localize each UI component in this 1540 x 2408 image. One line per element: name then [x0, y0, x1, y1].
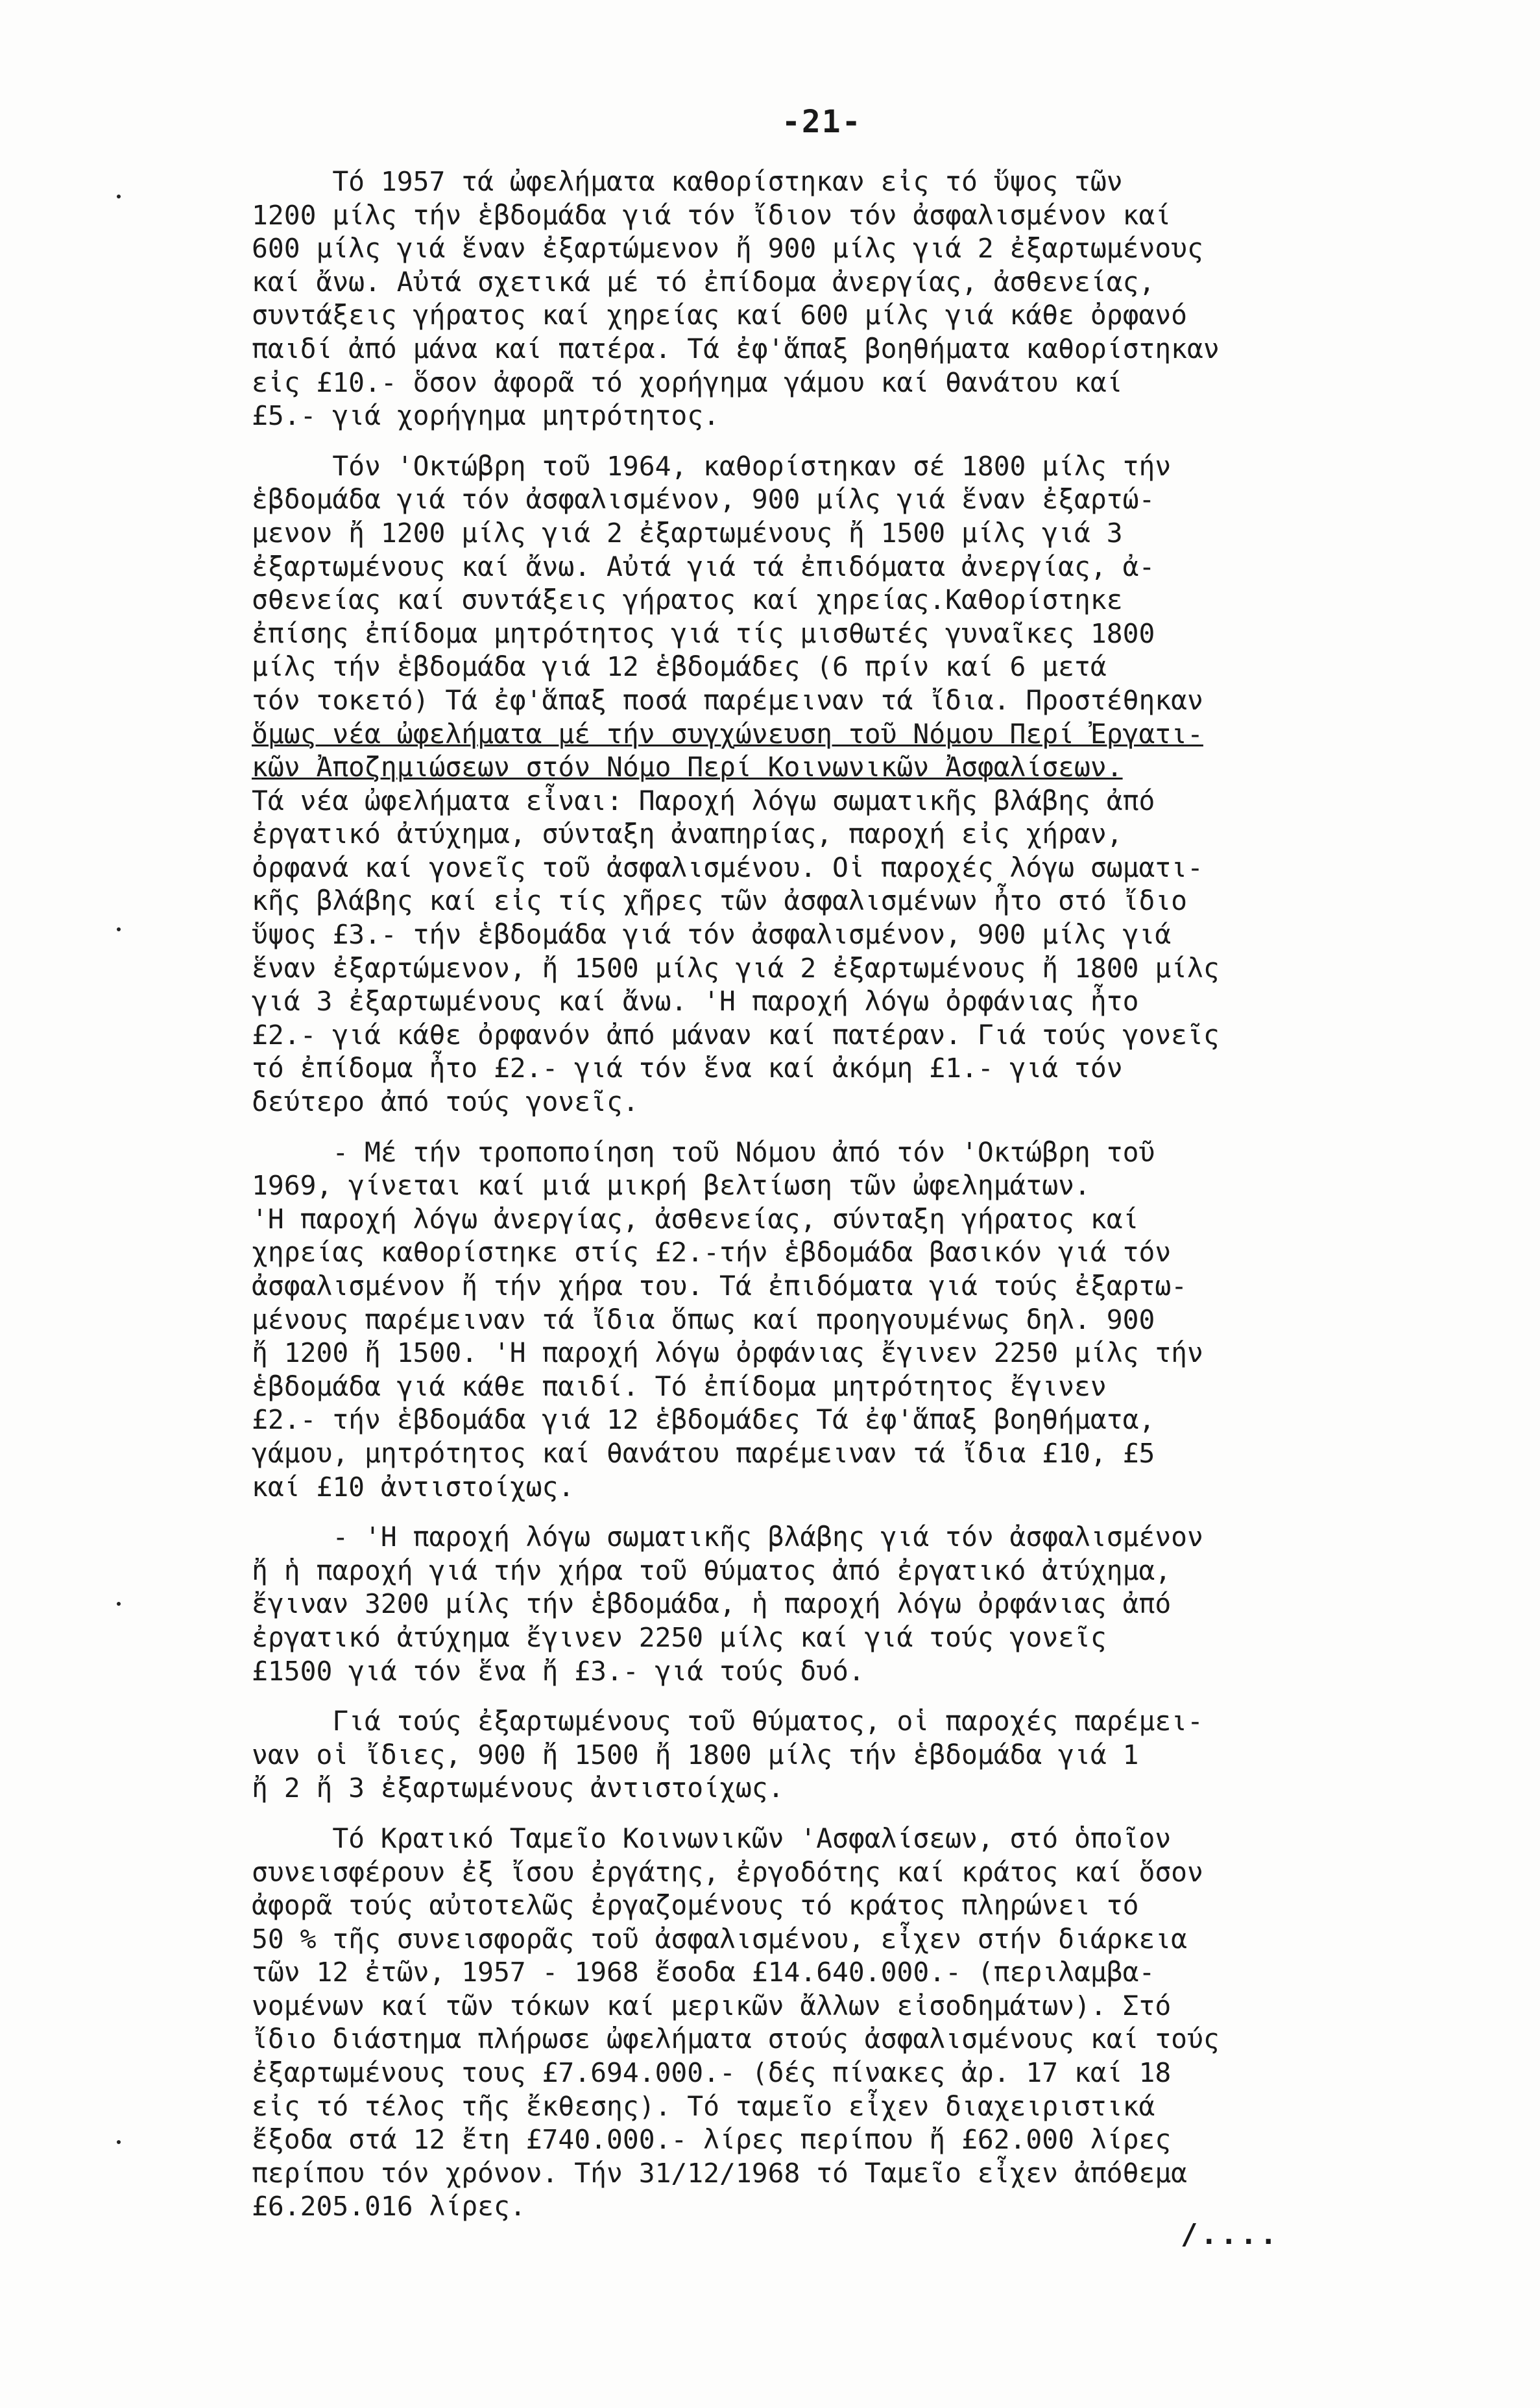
text-line: τόν τοκετό) Τά ἐφ'ἅπαξ ποσά παρέμειναν τά ἴδια. Προστέθηκαν [252, 684, 1203, 716]
text-line: ὀρφανά καί γονεῖς τοῦ ἀσφαλισμένου. Οἱ παροχές λόγω σωματι- [252, 852, 1203, 883]
text-line: £6.205.016 λίρες. [252, 2191, 526, 2223]
page-number: -21- [782, 104, 862, 140]
text-line: ἴδιο διάστημα πλήρωσε ὠφελήματα στούς ἀσφαλισμένους καί τούς [252, 2023, 1220, 2055]
text-line: Τόν 'Οκτώβρη τοῦ 1964, καθορίστηκαν σέ 1800 μίλς τήν [252, 450, 1172, 482]
text-line: ἐπίσης ἐπίδομα μητρότητος γιά τίς μισθωτές γυναῖκες 1800 [252, 617, 1155, 649]
text-line: συντάξεις γήρατος καί χηρείας καί 600 μίλς γιά κάθε ὀρφανό [252, 300, 1188, 331]
text-line: ἀσφαλισμένον ἤ τήν χήρα του. Τά ἐπιδόματα γιά τούς ἐξαρτω- [252, 1270, 1188, 1302]
text-line: ἔξοδα στά 12 ἔτη £740.000.- λίρες περίπου ἤ £62.000 λίρες [252, 2124, 1172, 2156]
text-line: συνεισφέρουν ἐξ ἴσου ἐργάτης, ἐργοδότης καί κράτος καί ὅσον [252, 1856, 1203, 1888]
document-body [252, 165, 1484, 2224]
text-line: καί ἄνω. Αὐτά σχετικά μέ τό ἐπίδομα ἀνεργίας, ἀσθενείας, [252, 266, 1155, 298]
text-line: γιά 3 ἐξαρτωμένους καί ἄνω. 'Η παροχή λόγω ὀρφάνιας ἦτο [252, 986, 1139, 1018]
text-line: 1969, γίνεται καί μιά μικρή βελτίωση τῶν ὠφελημάτων. [252, 1170, 1090, 1202]
text-line-underlined: κῶν Ἀποζημιώσεων στόν Νόμο Περί Κοινωνικῶν Ἀσφαλίσεων. [252, 752, 1123, 783]
margin-mark [117, 1602, 121, 1606]
paragraph-1964-benefits [252, 450, 1484, 1119]
text-line: μένους παρέμειναν τά ἴδια ὅπως καί προηγουμένως δηλ. 900 [252, 1304, 1155, 1335]
text-line: χηρείας καθορίστηκε στίς £2.-τήν ἑβδομάδα βασικόν γιά τόν [252, 1237, 1172, 1269]
text-line: ἐξαρτωμένους τους £7.694.000.- (δές πίνακες ἀρ. 17 καί 18 [252, 2057, 1172, 2089]
margin-mark [117, 2140, 121, 2144]
text-line: σθενείας καί συντάξεις γήρατος καί χηρείας.Καθορίστηκε [252, 584, 1123, 616]
text-line: νομένων καί τῶν τόκων καί μερικῶν ἄλλων εἰσοδημάτων). Στό [252, 1990, 1172, 2021]
text-line: ἑβδομάδα γιά κάθε παιδί. Τό ἐπίδομα μητρότητος ἔγινεν [252, 1370, 1107, 1402]
text-line: ὕψος £3.- τήν ἑβδομάδα γιά τόν ἀσφαλισμένον, 900 μίλς γιά [252, 919, 1172, 951]
text-line: £1500 γιά τόν ἕνα ἤ £3.- γιά τούς δυό. [252, 1655, 865, 1687]
text-line: ἤ ἡ παροχή γιά τήν χήρα τοῦ θύματος ἀπό ἐργατικό ἀτύχημα, [252, 1555, 1172, 1586]
margin-mark [117, 927, 121, 931]
text-line: δεύτερο ἀπό τούς γονεῖς. [252, 1086, 639, 1118]
paragraph-fund-finances [252, 1822, 1484, 2224]
paragraph-injury-benefits [252, 1521, 1484, 1688]
text-line: παιδί ἀπό μάνα καί πατέρα. Τά ἐφ'ἅπαξ βοηθήματα καθορίστηκαν [252, 333, 1220, 364]
margin-mark [117, 195, 121, 198]
text-line: £2.- τήν ἑβδομάδα γιά 12 ἑβδομάδες Τά ἐφ'ἅπαξ βοηθήματα, [252, 1404, 1155, 1436]
paragraph-1969-amendment [252, 1136, 1484, 1505]
paragraph-1957-benefits [252, 165, 1484, 433]
text-line: καί £10 ἀντιστοίχως. [252, 1471, 575, 1503]
text-line: κῆς βλάβης καί εἰς τίς χῆρες τῶν ἀσφαλισμένων ἦτο στό ἴδιο [252, 885, 1188, 917]
text-line: περίπου τόν χρόνον. Τήν 31/12/1968 τό Ταμεῖο εἶχεν ἀπόθεμα [252, 2157, 1188, 2189]
text-line: - Μέ τήν τροποποίηση τοῦ Νόμου ἀπό τόν 'Οκτώβρη τοῦ [252, 1136, 1155, 1168]
text-line: γάμου, μητρότητος καί θανάτου παρέμειναν τά ἴδια £10, £5 [252, 1437, 1155, 1469]
text-line: - 'Η παροχή λόγω σωματικῆς βλάβης γιά τόν ἀσφαλισμένον [252, 1521, 1203, 1553]
text-line: Τό Κρατικό Ταμεῖο Κοινωνικῶν 'Ασφαλίσεων, στό ὁποῖον [252, 1822, 1172, 1854]
text-line: 600 μίλς γιά ἕναν ἐξαρτώμενον ἤ 900 μίλς γιά 2 ἐξαρτωμένους [252, 233, 1203, 265]
text-line: Τό 1957 τά ὠφελήματα καθορίστηκαν εἰς τό ὕψος τῶν [252, 166, 1123, 197]
text-line: 50 % τῆς συνεισφορᾶς τοῦ ἀσφαλισμένου, εἶχεν στήν διάρκεια [252, 1923, 1188, 1955]
text-line: 'Η παροχή λόγω ἀνεργίας, ἀσθενείας, σύνταξη γήρατος καί [252, 1203, 1139, 1235]
text-line-underlined: ὅμως νέα ὠφελήματα μέ τήν συγχώνευση τοῦ Νόμου Περί Ἐργατι- [252, 718, 1203, 750]
text-line: ἀφορᾶ τούς αὐτοτελῶς ἐργαζομένους τό κράτος πληρώνει τό [252, 1890, 1139, 1922]
text-line: 1200 μίλς τήν ἑβδομάδα γιά τόν ἴδιον τόν ἀσφαλισμένον καί [252, 199, 1172, 231]
text-line: μίλς τήν ἑβδομάδα γιά 12 ἑβδομάδες (6 πρίν καί 6 μετά [252, 651, 1107, 683]
text-line: Γιά τούς ἐξαρτωμένους τοῦ θύματος, οἱ παροχές παρέμει- [252, 1706, 1203, 1737]
continuation-mark: /.... [1181, 2218, 1280, 2251]
text-line: ἤ 1200 ἤ 1500. 'Η παροχή λόγω ὀρφάνιας ἔγινεν 2250 μίλς τήν [252, 1337, 1203, 1369]
text-line: εἰς τό τέλος τῆς ἔκθεσης). Τό ταμεῖο εἶχεν διαχειριστικά [252, 2090, 1155, 2122]
text-line: ἐργατικό ἀτύχημα, σύνταξη ἀναπηρίας, παροχή εἰς χήραν, [252, 818, 1123, 850]
text-line: £5.- γιά χορήγημα μητρότητος. [252, 400, 720, 432]
paragraph-dependents [252, 1705, 1484, 1806]
text-line: εἰς £10.- ὅσον ἀφορᾶ τό χορήγημα γάμου καί θανάτου καί [252, 366, 1123, 398]
text-line: Τά νέα ὠφελήματα εἶναι: Παροχή λόγω σωματικῆς βλάβης ἀπό [252, 785, 1155, 817]
text-line: τό ἐπίδομα ἦτο £2.- γιά τόν ἕνα καί ἀκόμη £1.- γιά τόν [252, 1053, 1123, 1084]
text-line: μενον ἤ 1200 μίλς γιά 2 ἐξαρτωμένους ἤ 1500 μίλς γιά 3 [252, 517, 1123, 549]
text-line: τῶν 12 ἐτῶν, 1957 - 1968 ἔσοδα £14.640.000.- (περιλαμβα- [252, 1957, 1155, 1988]
text-line: ἕναν ἐξαρτώμενον, ἤ 1500 μίλς γιά 2 ἐξαρτωμένους ἤ 1800 μίλς [252, 952, 1220, 984]
text-line: ἤ 2 ἤ 3 ἐξαρτωμένους ἀντιστοίχως. [252, 1772, 784, 1804]
text-line: ἔγιναν 3200 μίλς τήν ἑβδομάδα, ἡ παροχή λόγω ὀρφάνιας ἀπό [252, 1588, 1172, 1620]
text-line: ναν οἱ ἴδιες, 900 ἤ 1500 ἤ 1800 μίλς τήν ἑβδομάδα γιά 1 [252, 1739, 1139, 1770]
text-line: ἐξαρτωμένους καί ἄνω. Αὐτά γιά τά ἐπιδόματα ἀνεργίας, ἀ- [252, 551, 1155, 582]
text-line: ἐργατικό ἀτύχημα ἔγινεν 2250 μίλς καί γιά τούς γονεῖς [252, 1621, 1107, 1653]
text-line: ἑβδομάδα γιά τόν ἀσφαλισμένον, 900 μίλς γιά ἕναν ἐξαρτώ- [252, 484, 1155, 516]
text-line: £2.- γιά κάθε ὀρφανόν ἀπό μάναν καί πατέραν. Γιά τούς γονεῖς [252, 1019, 1220, 1051]
